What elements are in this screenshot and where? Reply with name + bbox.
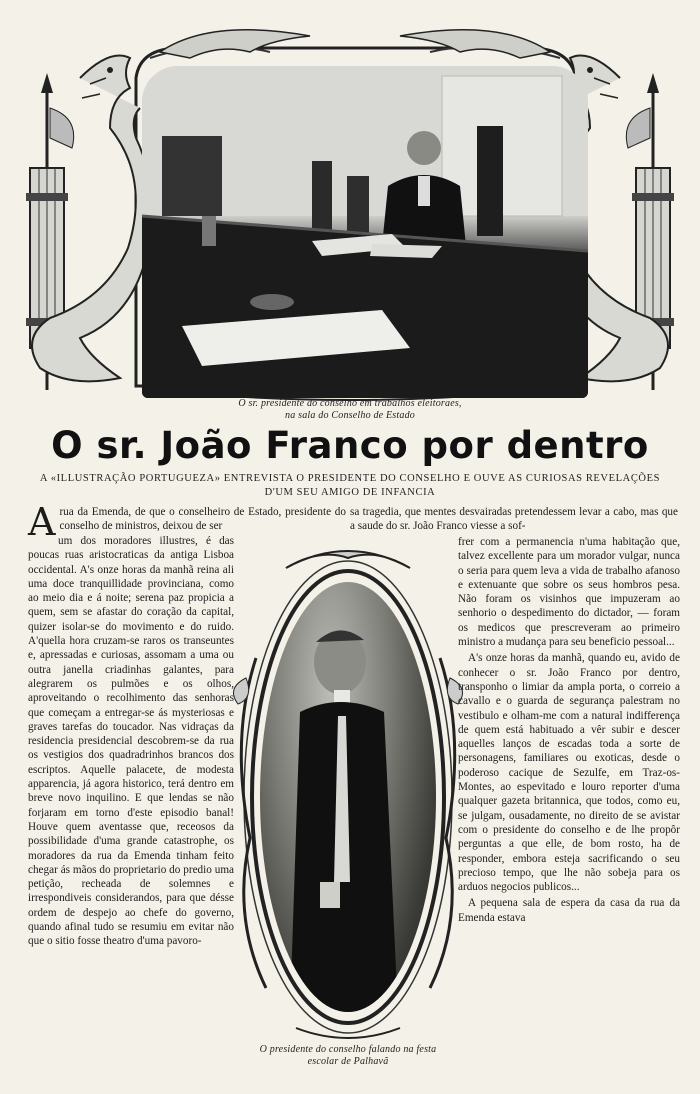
speaker-illustration — [260, 582, 436, 1012]
article-right-column — [458, 535, 680, 1065]
top-photo-caption — [150, 398, 550, 422]
oval-portrait-frame — [226, 538, 470, 1048]
right-column-p1: frer com a permanencia n'uma habitação que, talvez excellente para um morador vulgar, nunca o seria para quem leva a vida de trabalho afanoso e extenuante que sobre os seus hombros pesa. Não foram os visinhos que impuzeram ao senhorio o despedimento do dictador, — foram os medicos que prescreveram ao primeiro ministro a mudança para seu beneficio pessoal... — [458, 536, 680, 649]
left-column-text: um dos moradores illustres, é das poucas ruas aristocraticas da antiga Lisboa occidental. A's onze horas da manhã reina ali uma doce tranquillidade provinciana, como ao meio dia e á noite; serena paz propicia a quem, sem se afastar do coração da capital, quizer isolar-se do movimento e do ruido. A'quella hora cruzam-se raros os transeuntes e, apressadas e curiosas, assomam a uma ou outra janella criadinhas galantes, para alegrarem os pulmões e os olhos, aproveitando o recolhimento das senhoras que começam a entregar-se ás mysteriosas e graves tarefas do toucador. Nas vidraças da residencia presidencial descobrem-se da rua os vestigios dos quadradrinhos brancos dos escriptos. Aquelle palacete, de modesta apparencia, já agora historico, terá dentro em breve novo inquilino. E que lendas se não forjaram em torno d'este episodio banal! Houve quem aventasse que, receosos da possibilidade d'uma grande catastrophe, os moradores da rua da Emenda tinham feito chegar ás mãos do proprietario do predio uma petição, recheada de solemnes e irrespondiveis considerandos, para que désse ordem de despejo ao chefe do governo, quando afinal tudo se resumiu em evitar não que o sitio fosse theatro d'uma pavoro- — [28, 535, 234, 948]
article-left-column — [28, 534, 234, 1094]
right-column-p2: A's onze horas da manhã, quando eu, avido de conhecer o sr. João Franco por dentro, transponho o limiar da ampla porta, o correio a cavallo e o guarda de segurança palestram no vestibulo e olham-me com a natural indifferença de quem está habituado a vêr subir e descer aquelles lanços de escadas toda a sorte de personagens, familiares ou exoticas, desde o poderoso cacique de Sezulfe, em Traz-os-Montes, ao espevitado e louro reporter d'uma qualquer gazeta britannica, que todos, como eu, se julgam, ousadamente, no direito de se avistar com o presidente do conselho e de lhe propôr perguntas a que elle, de bom rosto, ha de responder, embora esteja sacrificando o seu precioso tempo, que lhe não sobeja para os arduos negocios publicos... — [458, 652, 680, 894]
right-opening-text: sa tragedia, que mentes desvairadas pretendessem levar a cabo, mas que a saude do sr. João Franco viesse a sof- — [350, 506, 678, 533]
top-caption-line1: O sr. presidente do conselho em trabalhos eleitoraes, — [238, 398, 462, 409]
top-photo-frame — [10, 18, 690, 418]
oval-caption-line2: escolar de Palhavã — [307, 1056, 389, 1067]
photo-president-at-desk — [142, 66, 588, 398]
photo-president-speaking — [260, 582, 436, 1012]
opening-text: rua da Emenda, de que o conselheiro de Estado, presidente do conselho de ministros, deixou de ser — [59, 506, 346, 533]
oval-caption-line1: O presidente do conselho falando na festa — [259, 1044, 437, 1055]
subhead-line2: D'UM SEU AMIGO DE INFANCIA — [264, 487, 436, 498]
dropcap-letter: A — [28, 500, 56, 544]
article-right-opening — [350, 505, 678, 534]
desk-scene-illustration — [142, 66, 588, 398]
oval-photo-caption — [226, 1044, 470, 1068]
top-caption-line2: na sala do Conselho de Estado — [285, 410, 415, 421]
article-subhead — [20, 472, 680, 500]
article-headline: O sr. João Franco por dentro — [51, 424, 649, 467]
left-wing-ornament — [160, 30, 310, 58]
right-column-p3: A pequena sala de espera da casa da rua da Emenda estava — [458, 897, 680, 924]
right-wing-ornament — [400, 30, 550, 58]
subhead-line1: A «ILLUSTRAÇÃO PORTUGUEZA» ENTREVISTA O PRESIDENTE DO CONSELHO E OUVE AS CURIOSAS REVELAÇÕES — [39, 473, 661, 484]
